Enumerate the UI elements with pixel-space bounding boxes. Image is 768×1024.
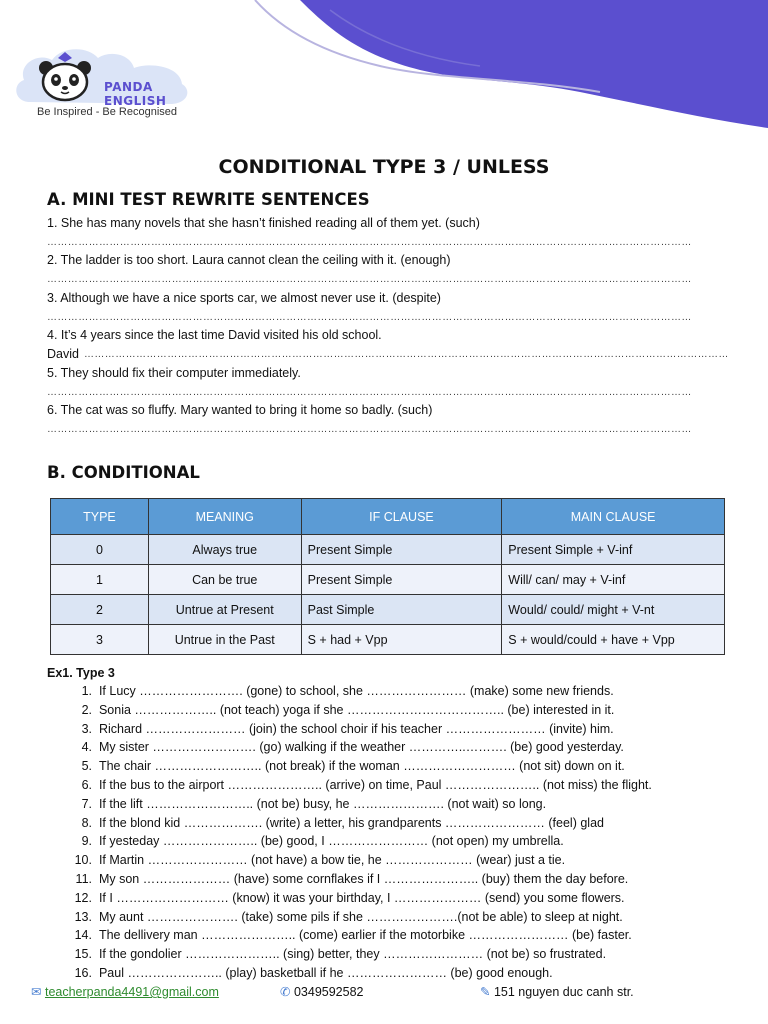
exercise-number: 16. — [74, 966, 92, 980]
address-text: 151 nguyen duc canh str. — [493, 985, 634, 999]
exercise-item — [62, 872, 628, 886]
phone-icon: ✆ — [280, 985, 291, 999]
section-a-heading: A. MINI TEST REWRITE SENTENCES — [47, 190, 370, 209]
phone-number: 0349592582 — [293, 985, 364, 999]
exercise-text: If the bus to the airport ………………….. (arrive) on time, Paul ………………….. (not miss) the flight. — [98, 778, 652, 792]
email-link[interactable]: teacherpanda4491@gmail.com — [44, 985, 219, 999]
exercise-text: If Martin …………………… (not have) a bow tie, he ………………… (wear) just a tie. — [98, 853, 566, 868]
question-1: 1. She has many novels that she hasn’t finished reading all of them yet. (such) — [47, 216, 480, 230]
exercise-item — [62, 703, 614, 717]
conditional-table — [50, 498, 725, 655]
table-cell: Past Simple — [301, 595, 502, 625]
mail-icon: ✉ — [31, 985, 42, 999]
exercise-item — [62, 910, 623, 924]
brand-name: PANDA ENGLISH — [104, 80, 167, 108]
table-cell: Present Simple — [301, 535, 502, 565]
brand-logo — [10, 44, 195, 124]
exercise-text: If the lift …………………….. (not be) busy, he …………………. (not wait) so long. — [98, 796, 547, 811]
table-header: IF CLAUSE — [301, 499, 502, 535]
exercise-text: The dellivery man ………………….. (come) earlier if the motorbike …………………… (be) faster. — [98, 928, 632, 943]
exercise-item — [62, 928, 632, 942]
exercise-number: 9. — [81, 834, 92, 849]
answer-line-4[interactable]: …………………………………………………………………………………………………………………………………………………………………… — [84, 349, 729, 360]
exercise-number: 4. — [81, 740, 92, 755]
exercise-item — [62, 797, 546, 811]
table-cell: Present Simple — [301, 565, 502, 595]
table-cell: Untrue in the Past — [148, 625, 301, 655]
email-contact[interactable] — [31, 984, 219, 999]
exercise-item — [62, 722, 614, 736]
question-4: 4. It’s 4 years since the last time David visited his old school. — [47, 328, 382, 342]
question-6: 6. The cat was so fluffy. Mary wanted to bring it home so badly. (such) — [47, 403, 433, 417]
answer-line-3[interactable]: …………………………………………………………………………………………………………………………………………………………………… — [47, 312, 692, 323]
table-cell: Can be true — [148, 565, 301, 595]
table-header: MEANING — [148, 499, 301, 535]
table-header: MAIN CLAUSE — [502, 499, 725, 535]
exercise-text: If the gondolier ………………….. (sing) better, they …………………… (not be) so frustrated. — [98, 947, 607, 962]
exercise-text: Paul ………………….. (play) basketball if he …………………… (be) good enough. — [98, 966, 553, 980]
table-cell: 2 — [51, 595, 149, 625]
answer-line-6[interactable]: …………………………………………………………………………………………………………………………………………………………………… — [47, 424, 692, 435]
exercise-text: If the blond kid ………………. (write) a letter, his grandparents …………………… (feel) glad — [98, 815, 604, 830]
table-cell: Would/ could/ might + V-nt — [502, 595, 725, 625]
exercise-text: My sister ……………………. (go) walking if the weather …………..………. (be) good yesterday. — [98, 740, 624, 755]
exercise-title: Ex1. Type 3 — [47, 666, 115, 680]
table-row — [51, 565, 725, 595]
exercise-number: 12. — [74, 890, 92, 905]
exercise-item — [62, 966, 553, 980]
footer — [0, 983, 768, 1007]
table-cell: 1 — [51, 565, 149, 595]
exercise-text: The chair …………………….. (not break) if the woman ……………………… (not sit) down on it. — [98, 759, 625, 774]
question-2: 2. The ladder is too short. Laura cannot clean the ceiling with it. (enough) — [47, 253, 451, 267]
table-cell: S + would/could + have + Vpp — [502, 625, 725, 655]
exercise-text: If Lucy ……………………. (gone) to school, she …………………… (make) some new friends. — [98, 684, 614, 698]
answer-line-2[interactable]: …………………………………………………………………………………………………………………………………………………………………… — [47, 274, 692, 285]
table-cell: 3 — [51, 625, 149, 655]
table-cell: 0 — [51, 535, 149, 565]
table-cell: Present Simple + V-inf — [502, 535, 725, 565]
table-cell: Untrue at Present — [148, 595, 301, 625]
exercise-number: 6. — [81, 778, 92, 792]
answer-line-5[interactable]: …………………………………………………………………………………………………………………………………………………………………… — [47, 387, 692, 398]
answer-prefix-4: David — [47, 347, 79, 361]
exercise-item — [62, 759, 625, 773]
exercise-item — [62, 834, 564, 848]
exercise-item — [62, 684, 614, 698]
table-cell: Always true — [148, 535, 301, 565]
exercise-number: 1. — [81, 684, 92, 698]
section-b-heading: B. CONDITIONAL — [47, 463, 200, 482]
table-row — [51, 625, 725, 655]
exercise-number: 7. — [81, 796, 92, 811]
panda-icon — [36, 56, 94, 104]
exercise-text: If I ……………………… (know) it was your birthday, I ………………… (send) you some flowers. — [98, 890, 625, 905]
table-header: TYPE — [51, 499, 149, 535]
exercise-number: 14. — [74, 928, 92, 943]
exercise-number: 13. — [74, 909, 92, 924]
exercise-item — [62, 891, 625, 905]
brand-tagline: Be Inspired - Be Recognised — [37, 106, 178, 118]
exercise-text: Richard …………………… (join) the school choir if his teacher …………………… (invite) him. — [98, 721, 614, 736]
answer-line-1[interactable]: …………………………………………………………………………………………………………………………………………………………………… — [47, 237, 692, 248]
question-3: 3. Although we have a nice sports car, we almost never use it. (despite) — [47, 291, 441, 305]
table-row — [51, 595, 725, 625]
exercise-number: 5. — [81, 759, 92, 774]
table-header-row — [51, 499, 725, 535]
location-icon: ✎ — [480, 985, 491, 999]
exercise-item — [62, 778, 652, 792]
exercise-item — [62, 816, 604, 830]
exercise-text: My son ………………… (have) some cornflakes if I ………………….. (buy) them the day before. — [98, 872, 629, 886]
exercise-number: 2. — [81, 702, 92, 717]
exercise-number: 10. — [74, 853, 92, 868]
exercise-number: 11. — [75, 872, 92, 886]
exercise-text: If yesteday ………………….. (be) good, I …………………… (not open) my umbrella. — [98, 834, 564, 849]
exercise-text: My aunt …………………. (take) some pils if she ………………….(not be able) to sleep at night. — [98, 909, 623, 924]
address-contact — [480, 984, 634, 999]
phone-contact — [280, 984, 364, 999]
exercise-item — [62, 740, 624, 754]
exercise-text: Sonia ……………….. (not teach) yoga if she ……………………………….. (be) interested in it. — [98, 702, 615, 717]
exercise-item — [62, 853, 565, 867]
exercise-number: 3. — [81, 721, 92, 736]
page-title: CONDITIONAL TYPE 3 / UNLESS — [218, 156, 550, 178]
question-5: 5. They should fix their computer immediately. — [47, 366, 301, 380]
table-cell: Will/ can/ may + V-inf — [502, 565, 725, 595]
exercise-number: 15. — [74, 947, 92, 962]
exercise-number: 8. — [81, 815, 92, 830]
table-cell: S + had + Vpp — [301, 625, 502, 655]
table-row — [51, 535, 725, 565]
exercise-item — [62, 947, 606, 961]
